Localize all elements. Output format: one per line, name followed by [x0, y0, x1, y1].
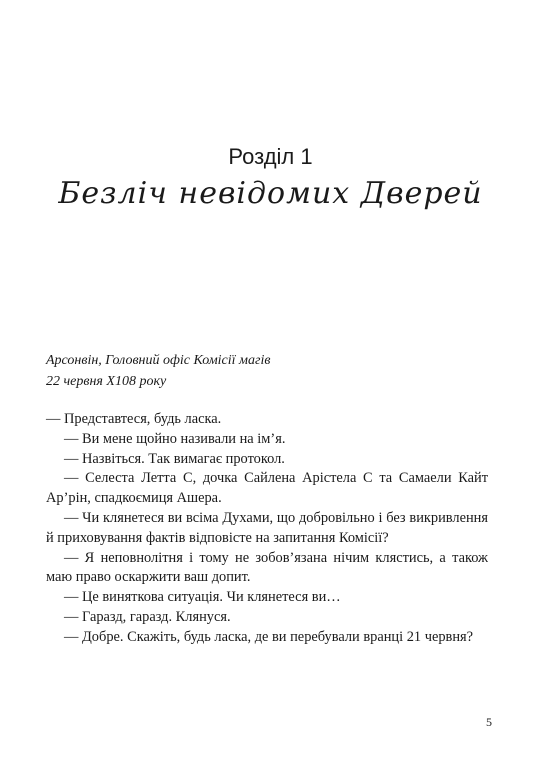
page-number: 5 [486, 715, 492, 729]
paragraph: — Чи клянетеся ви всіма Духами, що добровільно і без викривлення й приховування фактів відповісте на запитання Комісії? [46, 509, 488, 546]
chapter-title: Безліч невідомих Дверей [58, 176, 483, 211]
paragraph: — Добре. Скажіть, будь ласка, де ви перебували вранці 21 червня? [64, 628, 474, 645]
epigraph-place: Арсонвін, Головний офіс Комісії магів [46, 353, 271, 368]
body-text [46, 410, 488, 648]
paragraph: — Ви мене щойно називали на ім’я. [64, 430, 286, 447]
paragraph: — Це виняткова ситуація. Чи клянетеся ви… [64, 589, 341, 606]
paragraph: — Представтеся, будь ласка. [46, 411, 222, 427]
chapter-label: Розділ 1 [228, 144, 313, 169]
epigraph [46, 350, 496, 392]
paragraph: — Селеста Летта С, дочка Сайлена Арістела С та Самаели Кайт Ар’рін, спадкоємиця Ашера. [46, 470, 488, 507]
epigraph-date: 22 червня Х108 року [46, 374, 167, 389]
paragraph: — Назвіться. Так вимагає протокол. [64, 450, 285, 467]
paragraph: — Гаразд, гаразд. Клянуся. [64, 608, 231, 625]
paragraph: — Я неповнолітня і тому не зобов’язана нічим клястись, а також маю право оскаржити ваш допит. [46, 549, 488, 586]
